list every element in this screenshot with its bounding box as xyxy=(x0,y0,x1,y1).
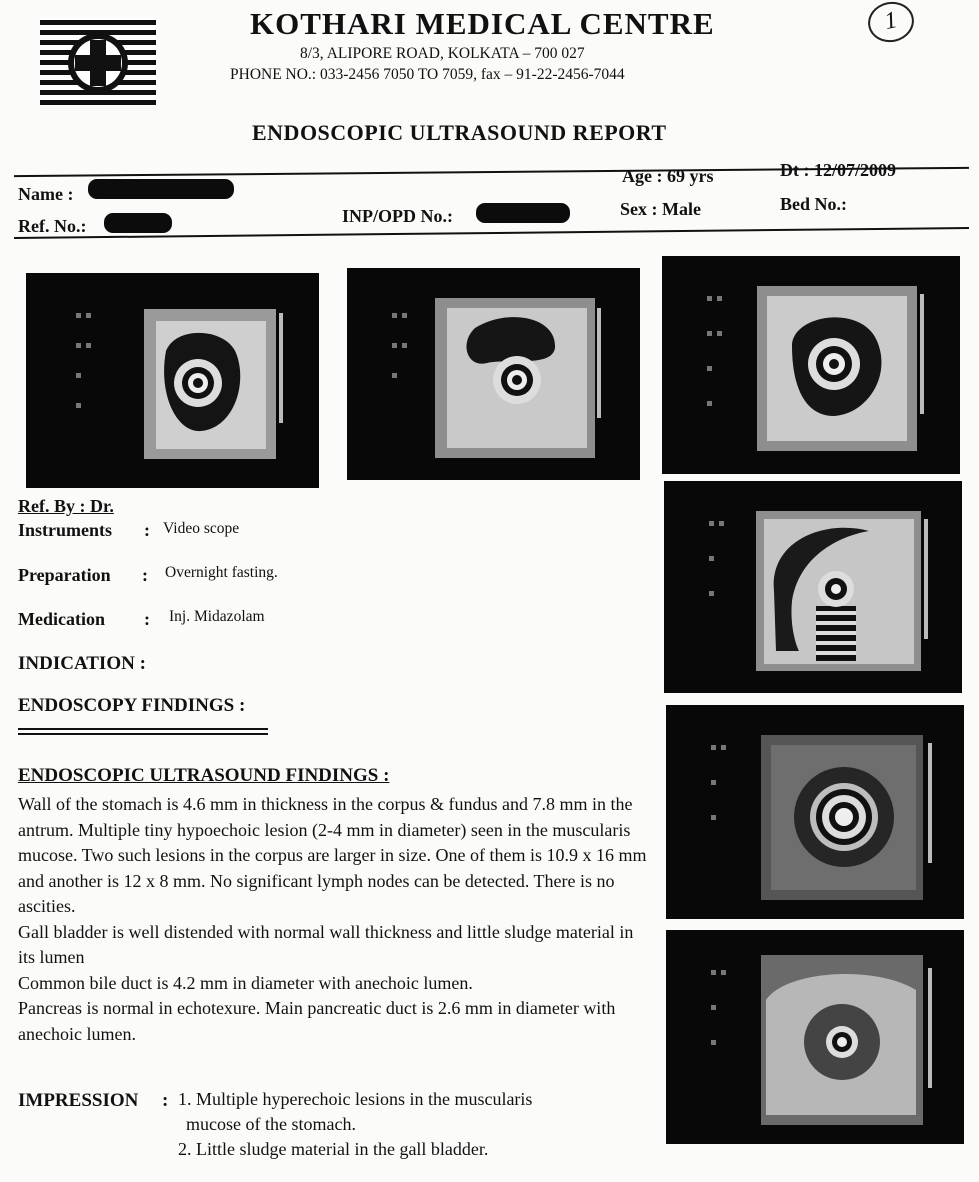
indication-heading: INDICATION : xyxy=(18,653,146,674)
hospital-name: KOTHARI MEDICAL CENTRE xyxy=(250,6,715,41)
eus-image-4 xyxy=(664,481,962,693)
finding-stomach: Wall of the stomach is 4.6 mm in thickness in the corpus & fundus and 7.8 mm in the antrum. Multiple tiny hypoechoic lesion (2-4 mm in diameter) seen in the muscularis mucose. Two such lesions in the corpus are larger in size. One of them is 10.9 x 16 mm and another is 12 x 8 mm. No significant lymph nodes can be detected. There is no ascities. xyxy=(18,794,647,916)
impression-item-1-line-1: 1. Multiple hyperechoic lesions in the muscularis xyxy=(178,1089,533,1109)
ref-no-redaction xyxy=(104,213,172,233)
ref-by: Ref. By : Dr. xyxy=(18,496,114,516)
endoscopy-findings-heading: ENDOSCOPY FINDINGS : xyxy=(18,695,246,716)
eus-image-2 xyxy=(347,268,640,480)
eus-image-1 xyxy=(26,273,319,488)
eus-image-3 xyxy=(662,256,960,474)
impression-label: IMPRESSION xyxy=(18,1090,139,1111)
finding-bile-duct: Common bile duct is 4.2 mm in diameter with anechoic lumen. xyxy=(18,972,473,993)
name-redaction xyxy=(88,179,234,199)
preparation-sep: : xyxy=(142,565,148,585)
hospital-address: 8/3, ALIPORE ROAD, KOLKATA – 700 027 xyxy=(300,45,585,62)
preparation-value: Overnight fasting. xyxy=(165,564,278,581)
ref-no-label: Ref. No.: xyxy=(18,216,87,236)
eus-image-5 xyxy=(666,705,964,919)
medication-sep: : xyxy=(144,609,150,629)
impression-sep: : xyxy=(162,1090,169,1111)
age-field: Age : 69 yrs xyxy=(622,166,714,186)
date-field: Dt : 12/07/2009 xyxy=(780,160,896,180)
hospital-phone: PHONE NO.: 033-2456 7050 TO 7059, fax – 91-22-2456-7044 xyxy=(230,66,625,83)
preparation-label: Preparation xyxy=(18,565,111,585)
impression-item-2: 2. Little sludge material in the gall bladder. xyxy=(178,1139,489,1159)
eus-findings-heading: ENDOSCOPIC ULTRASOUND FINDINGS : xyxy=(18,765,390,786)
instruments-sep: : xyxy=(144,520,150,540)
instruments-label: Instruments xyxy=(18,520,113,540)
sex-field: Sex : Male xyxy=(620,199,701,219)
report-title: ENDOSCOPIC ULTRASOUND REPORT xyxy=(252,120,667,145)
finding-gall-bladder: Gall bladder is well distended with normal wall thickness and little sludge material in its lumen xyxy=(18,921,634,967)
medication-value: Inj. Midazolam xyxy=(169,608,265,625)
page-mark: 1 xyxy=(864,0,917,46)
instruments-value: Video scope xyxy=(163,520,240,537)
inp-opd-redaction xyxy=(476,203,570,223)
medication-label: Medication xyxy=(18,609,105,629)
double-rule-2 xyxy=(18,733,268,735)
bed-field: Bed No.: xyxy=(780,194,847,214)
inp-opd-label: INP/OPD No.: xyxy=(342,206,453,226)
eus-image-6 xyxy=(666,930,964,1144)
findings-text xyxy=(18,792,648,1047)
hospital-logo xyxy=(40,18,156,106)
name-label: Name : xyxy=(18,184,74,204)
finding-pancreas: Pancreas is normal in echotexure. Main pancreatic duct is 2.6 mm in diameter with anechoic lumen. xyxy=(18,998,616,1044)
double-rule-1 xyxy=(18,728,268,730)
impression-item-1-line-2: mucose of the stomach. xyxy=(186,1114,356,1134)
